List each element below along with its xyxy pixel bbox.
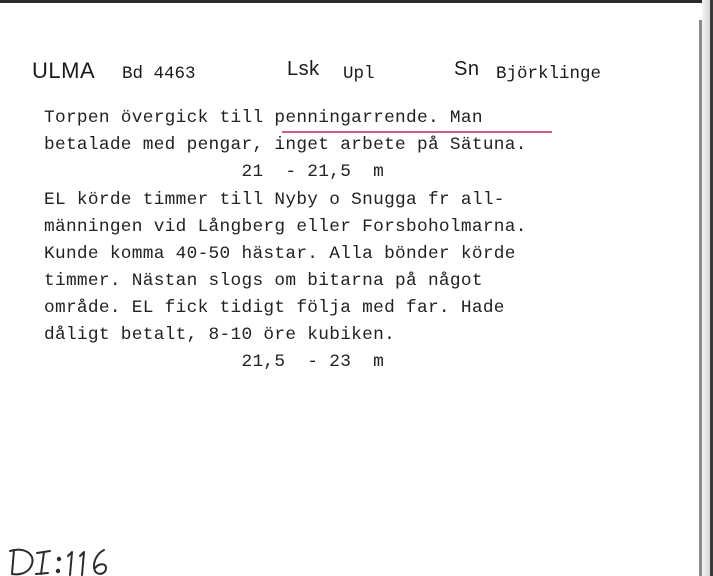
socken-label: Sn — [454, 58, 480, 80]
landskap-value: Upl — [343, 64, 375, 84]
text-line-4: EL körde timmer till Nyby o Snugga fr all- — [44, 190, 505, 210]
text-line-8: område. EL fick tidigt följa med far. Hade — [44, 298, 505, 318]
text-line-1: Torpen övergick till penningarrende. Man — [44, 108, 483, 128]
text-line-2: betalade med pengar, inget arbete på Sätuna. — [44, 135, 527, 155]
landskap-label: Lsk — [287, 58, 320, 80]
volume-number: Bd 4463 — [122, 64, 196, 84]
text-line-10: 21,5 - 23 m — [44, 352, 385, 372]
text-line-3: 21 - 21,5 m — [44, 162, 385, 182]
card-right-inner-edge — [699, 20, 702, 576]
socken-value: Björklinge — [496, 64, 602, 84]
text-line-6: Kunde komma 40-50 hästar. Alla bönder körde — [44, 244, 516, 264]
handwritten-shelfmark — [4, 544, 134, 576]
text-line-5: männingen vid Långberg eller Forsboholmarna. — [44, 217, 527, 237]
text-line-7: timmer. Nästan slogs om bitarna på något — [44, 271, 483, 291]
card-top-edge — [0, 0, 713, 3]
text-line-9: dåligt betalt, 8-10 öre kubiken. — [44, 325, 396, 345]
archive-name: ULMA — [32, 58, 96, 83]
red-underline-mark — [282, 131, 552, 133]
card-right-shadow — [702, 0, 710, 576]
